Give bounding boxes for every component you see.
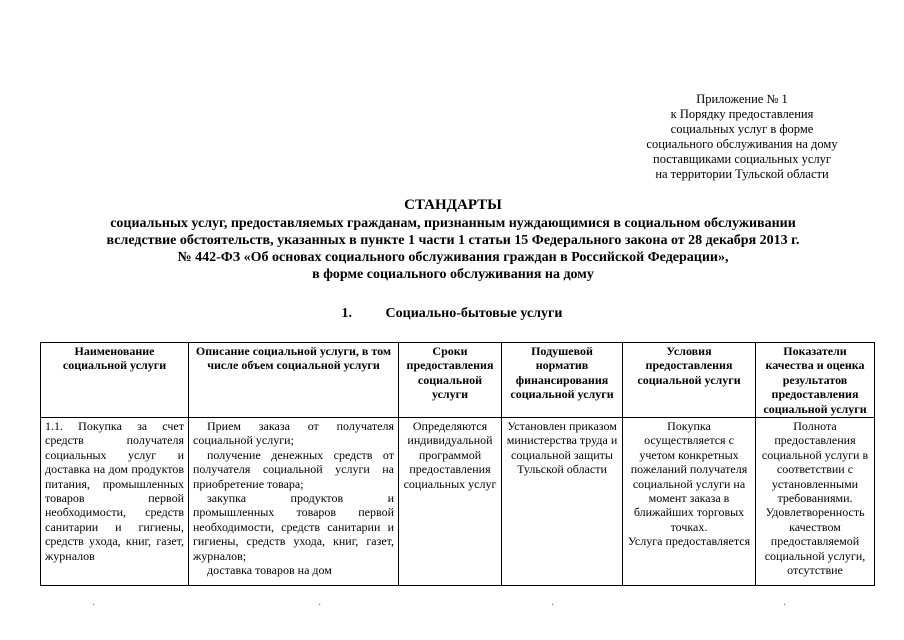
column-header: Описание социальной услуги, в том числе объем социальной услуги — [189, 343, 399, 418]
quality-cell — [756, 418, 875, 586]
scan-dot: · — [92, 600, 96, 611]
description-item: получение денежных средств от получателя социальной услуги на приобретение товара; — [193, 447, 394, 491]
table-header-row — [41, 343, 875, 418]
quality-item: Полнота предоставления социальной услуги в соответствии с установленными требованиями. — [761, 419, 869, 506]
financing-cell: Установлен приказом министерства труда и социальной защиты Тульской области — [502, 418, 623, 586]
appendix-line: поставщиками социальных услуг — [653, 152, 831, 166]
title-main: СТАНДАРТЫ — [404, 197, 502, 213]
title-line: вследствие обстоятельств, указанных в пункте 1 части 1 статьи 15 Федерального закона от 28 декабря 2013 г. — [106, 233, 800, 248]
service-name-cell: 1.1. Покупка за счет средств получателя социальных услуг и доставка на дом продуктов питания, промышленных товаров первой необходимости, средств санитарии и гигиены, средств ухода, книг, газет, журналов — [41, 418, 189, 586]
scan-dot: · — [783, 600, 787, 611]
title-line: в форме социального обслуживания на дому — [312, 267, 594, 282]
appendix-block — [612, 92, 872, 182]
terms-cell: Определяются индивидуальной программой предоставления социальных услуг — [399, 418, 502, 586]
title-line: № 442-ФЗ «Об основах социального обслуживания граждан в Российской Федерации», — [177, 250, 729, 265]
column-header: Наименование социальной услуги — [41, 343, 189, 418]
table-row — [41, 418, 875, 586]
appendix-line: Приложение № 1 — [696, 92, 788, 106]
conditions-item: Покупка осуществляется с учетом конкретных пожеланий получателя социальной услуги на момент заказа в ближайших торговых точках. — [630, 419, 748, 534]
service-description-cell — [189, 418, 399, 586]
column-header: Сроки предоставления социальной услуги — [399, 343, 502, 418]
description-item: Прием заказа от получателя социальной услуги; — [193, 419, 394, 448]
column-header: Подушевой норматив финансирования социальной услуги — [502, 343, 623, 418]
appendix-line: социальных услуг в форме — [670, 122, 814, 136]
quality-item: Удовлетворенность качеством предоставляемой социальной услуги, отсутствие — [764, 505, 866, 578]
scan-dot: · — [318, 600, 322, 611]
section-number: 1. — [341, 306, 353, 321]
appendix-line: социального обслуживания на дому — [646, 137, 838, 151]
scan-artifacts — [0, 600, 904, 611]
standards-table — [40, 342, 875, 586]
column-header: Условия предоставления социальной услуги — [623, 343, 756, 418]
description-item: доставка товаров на дом — [207, 563, 332, 578]
appendix-line: на территории Тульской области — [655, 167, 829, 181]
scan-dot: · — [551, 600, 555, 611]
description-item: закупка продуктов и промышленных товаров первой необходимости, средств санитарии и гигиены, средств ухода, книг, газет, журналов; — [193, 491, 394, 563]
conditions-item: Услуга предоставляется — [627, 534, 751, 549]
document-title — [20, 197, 886, 283]
appendix-line: к Порядку предоставления — [670, 107, 814, 121]
title-line: социальных услуг, предоставляемых гражданам, признанным нуждающимися в социальном обслуживании — [110, 216, 796, 231]
conditions-cell — [623, 418, 756, 586]
section-title: Социально-бытовые услуги — [385, 306, 563, 321]
section-heading — [0, 306, 904, 322]
column-header: Показатели качества и оценка результатов предоставления социальной услуги — [756, 343, 875, 418]
